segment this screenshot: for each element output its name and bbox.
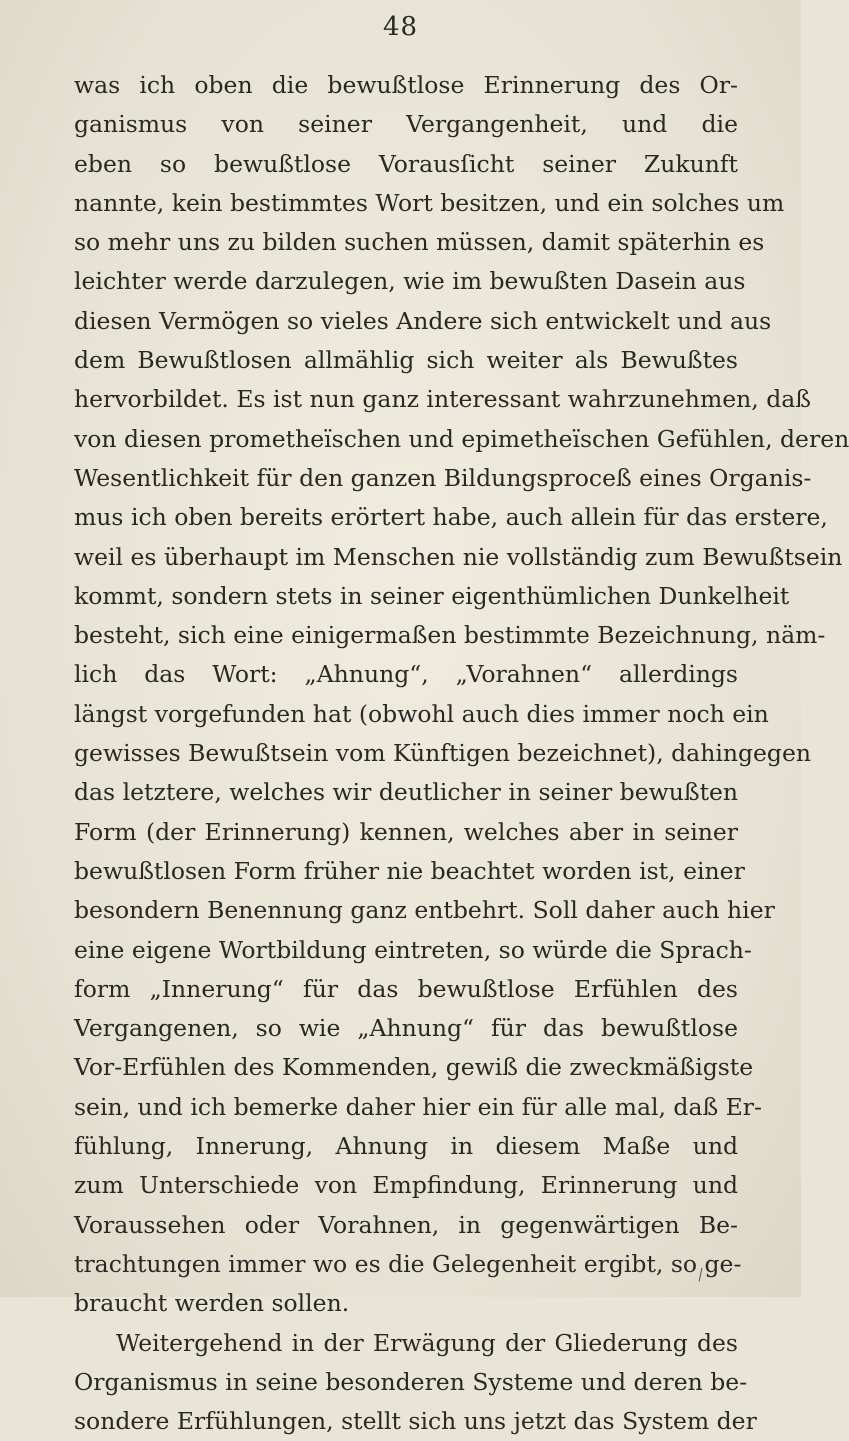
text-line: trachtungen immer wo es die Gelegenheit ergibt, so ge- [74,1249,742,1278]
text-line: sondere Erfühlungen, stellt sich uns jetzt das System der [74,1407,757,1436]
text-line: von diesen prometheïschen und epimetheïschen Gefühlen, deren [74,424,849,453]
paragraph-start-line: Weitergehend in der Erwägung der Gliederung des [116,1328,738,1357]
text-line: bewußtlosen Form früher nie beachtet worden ist, einer [74,856,745,885]
page-number: 48 [382,12,419,42]
text-line: das letztere, welches wir deutlicher in seiner bewußten [74,778,739,807]
text-line: längst vorgefunden hat (obwohl auch dies immer noch ein [74,699,769,728]
text-line: form „Innerung“ für das bewußtlose Erfühlen des [74,974,738,1003]
text-line: zum Unterschiede von Empfindung, Erinnerung und [74,1171,738,1200]
paragraph-end-line: braucht werden sollen. [74,1289,350,1318]
text-line: gewisses Bewußtsein vom Künftigen bezeichnet), dahingegen [74,739,812,768]
text-line: so mehr uns zu bilden suchen müssen, damit späterhin es [74,228,765,257]
text-line: was ich oben die bewußtlose Erinnerung des Or- [74,71,738,99]
text-line: nannte, kein bestimmtes Wort besitzen, und ein solches um [74,188,785,217]
text-line: Vor-Erfühlen des Kommenden, gewiß die zweckmäßigste [74,1053,754,1082]
text-line: Wesentlichkeit für den ganzen Bildungsproceß eines Organis- [74,463,812,492]
text-line: fühlung, Innerung, Ahnung in diesem Maße und [74,1132,738,1161]
text-line: eben so bewußtlose Vorausſicht seiner Zukunft [74,149,738,178]
text-line: diesen Vermögen so vieles Andere sich entwickelt und aus [74,306,772,335]
text-line: weil es überhaupt im Menschen nie vollständig zum Bewußtsein [74,542,843,571]
text-line: mus ich oben bereits erörtert habe, auch allein für das erstere, [74,503,828,532]
text-line: Voraussehen oder Vorahnen, in gegenwärtigen Be- [74,1210,738,1239]
text-line: eine eigene Wortbildung eintreten, so würde die Sprach- [74,935,752,964]
body-text [74,66,849,1441]
text-line: Form (der Erinnerung) kennen, welches aber in seiner [74,817,738,846]
text-line: Vergangenen, so wie „Ahnung“ für das bewußtlose [74,1014,738,1043]
text-line: besondern Benennung ganz entbehrt. Soll daher auch hier [74,896,775,925]
text-line: lich das Wort: „Ahnung“, „Vorahnen“ allerdings [74,660,738,689]
text-line: hervorbildet. Es ist nun ganz interessant wahrzunehmen, daß [74,385,811,414]
text-line: dem Bewußtlosen allmählig sich weiter als Bewußtes [74,346,738,375]
text-line: kommt, sondern stets in seiner eigenthümlichen Dunkelheit [74,581,790,610]
text-line: ganismus von seiner Vergangenheit, und die [74,110,738,139]
text-line: sein, und ich bemerke daher hier ein für alle mal, daß Er- [74,1092,762,1121]
text-line: besteht, sich eine einigermaßen bestimmte Bezeichnung, näm- [74,621,826,650]
text-line: leichter werde darzulegen, wie im bewußten Dasein aus [74,267,746,296]
text-line: Organismus in seine besonderen Systeme und deren be- [74,1367,748,1396]
